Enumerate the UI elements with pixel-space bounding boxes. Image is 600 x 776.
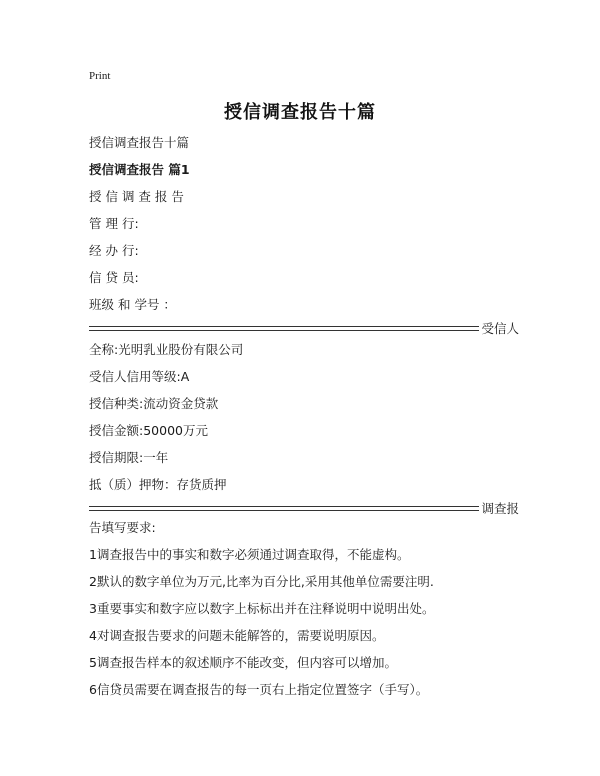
requirement-item: 5调查报告样本的叙述顺序不能改变，但内容可以增加。 (89, 655, 397, 670)
divider-report (89, 501, 519, 515)
requirement-item: 1调查报告中的事实和数字必须通过调查取得，不能虚构。 (89, 547, 410, 562)
requirement-item: 6信贷员需要在调查报告的每一页右上指定位置签字（手写）。 (89, 682, 429, 697)
borrower-full-name: 全称:光明乳业股份有限公司 (89, 342, 244, 357)
document-title: 授信调查报告十篇 (224, 102, 376, 123)
requirements-heading: 告填写要求: (89, 520, 156, 535)
report-name: 授 信 调 查 报 告 (89, 189, 184, 204)
report-label: 调查报 (481, 501, 519, 516)
double-rule (89, 506, 479, 511)
section-heading: 授信调查报告 篇1 (89, 162, 190, 177)
credit-amount: 授信金额:50000万元 (89, 423, 208, 438)
subtitle: 授信调查报告十篇 (89, 135, 190, 150)
print-label: Print (89, 70, 111, 82)
credit-term: 授信期限:一年 (89, 450, 169, 465)
credit-grade: 受信人信用等级:A (89, 369, 190, 384)
divider-borrower (89, 321, 519, 335)
class-id-field: 班级 和 学号 ： (89, 297, 176, 312)
handling-bank-field: 经 办 行: (89, 243, 139, 258)
manage-bank-field: 管 理 行: (89, 216, 139, 231)
double-rule (89, 326, 479, 331)
borrower-label: 受信人 (481, 321, 519, 336)
requirement-item: 2默认的数字单位为万元,比率为百分比,采用其他单位需要注明. (89, 574, 434, 589)
collateral: 抵（质）押物：存货质押 (89, 477, 227, 492)
requirement-item: 4对调查报告要求的问题未能解答的，需要说明原因。 (89, 628, 385, 643)
requirement-item: 3重要事实和数字应以数字上标标出并在注释说明中说明出处。 (89, 601, 435, 616)
credit-type: 授信种类:流动资金贷款 (89, 396, 219, 411)
loan-officer-field: 信 贷 员: (89, 270, 139, 285)
